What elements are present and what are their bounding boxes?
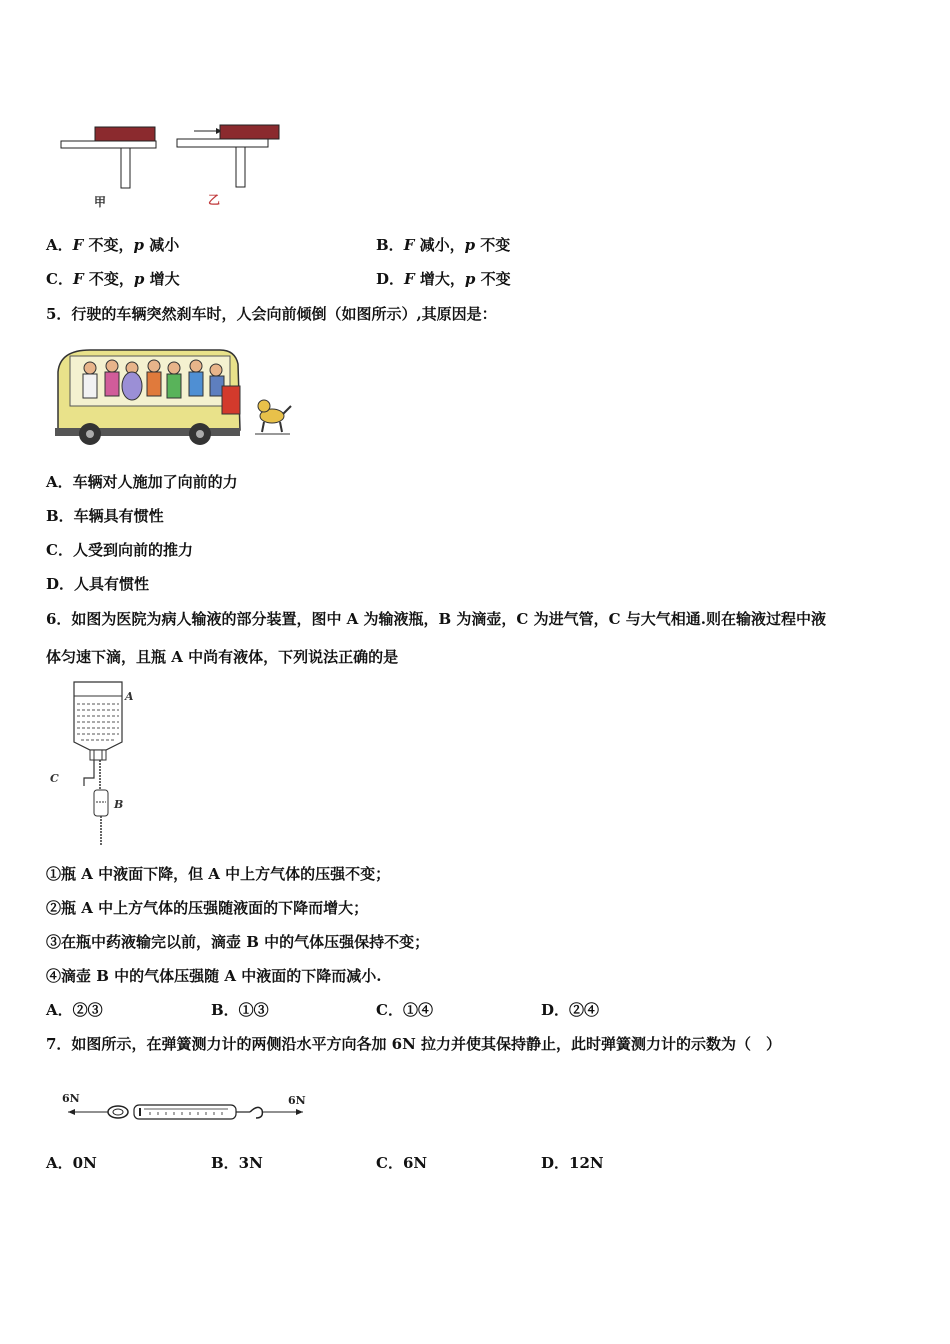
q6-option-d[interactable]: D．②④ [541, 1001, 600, 1019]
q6-statement-2: ②瓶 A 中上方气体的压强随液面的下降而增大； [46, 899, 369, 917]
q7-spring-scale-figure [58, 1088, 310, 1128]
q6-label-c: C [50, 772, 59, 785]
q7-stem: 7．如图所示，在弹簧测力计的两侧沿水平方向各加 6N 拉力并使其保持静止，此时弹簧测力计的示数为（ ） [46, 1035, 782, 1053]
q6-statement-1: ①瓶 A 中液面下降，但 A 中上方气体的压强不变； [46, 865, 391, 883]
q7-option-a[interactable]: A．0N [46, 1154, 97, 1172]
q6-option-a[interactable]: A．②③ [46, 1001, 103, 1019]
q6-label-a: A [125, 690, 134, 703]
q5-stem: 5．行驶的车辆突然刹车时，人会向前倾倒（如图所示）,其原因是： [46, 305, 497, 323]
q7-option-b[interactable]: B．3N [211, 1154, 263, 1172]
q4-label-yi: 乙 [208, 193, 221, 207]
q6-infusion-figure [44, 678, 144, 850]
q4-option-b[interactable]: B．F 减小，p 不变 [376, 236, 511, 254]
q4-figure [56, 118, 296, 214]
q6-option-c[interactable]: C．①④ [376, 1001, 433, 1019]
q7-option-c[interactable]: C．6N [376, 1154, 428, 1172]
q5-option-d[interactable]: D．人具有惯性 [46, 575, 150, 593]
q4-option-d[interactable]: D．F 增大，p 不变 [376, 270, 511, 288]
q6-statement-4: ④滴壶 B 中的气体压强随 A 中液面的下降而减小. [46, 967, 382, 985]
q6-statement-3: ③在瓶中药液输完以前，滴壶 B 中的气体压强保持不变； [46, 933, 430, 951]
q5-option-c[interactable]: C．人受到向前的推力 [46, 541, 193, 559]
q6-stem-line2: 体匀速下滴，且瓶 A 中尚有液体，下列说法正确的是 [46, 648, 399, 666]
q5-bus-illustration [50, 342, 300, 450]
q4-label-jia: 甲 [94, 195, 107, 209]
q7-option-d[interactable]: D．12N [541, 1154, 604, 1172]
q4-figure-jia [61, 127, 156, 188]
q7-left-force-label: 6N [62, 1092, 80, 1105]
q4-figure-yi [177, 125, 279, 187]
q5-option-a[interactable]: A．车辆对人施加了向前的力 [46, 473, 238, 491]
q4-option-c[interactable]: C．F 不变，p 增大 [46, 270, 180, 288]
q6-option-b[interactable]: B．①③ [211, 1001, 269, 1019]
q6-label-b: B [114, 798, 124, 811]
q6-stem-line1: 6．如图为医院为病人输液的部分装置，图中 A 为输液瓶，B 为滴壶，C 为进气管，C 与大气相通.则在输液过程中液 [46, 610, 826, 628]
q7-right-force-label: 6N [288, 1094, 306, 1107]
q4-option-a[interactable]: A．F 不变，p 减小 [46, 236, 180, 254]
q5-option-b[interactable]: B．车辆具有惯性 [46, 507, 164, 525]
